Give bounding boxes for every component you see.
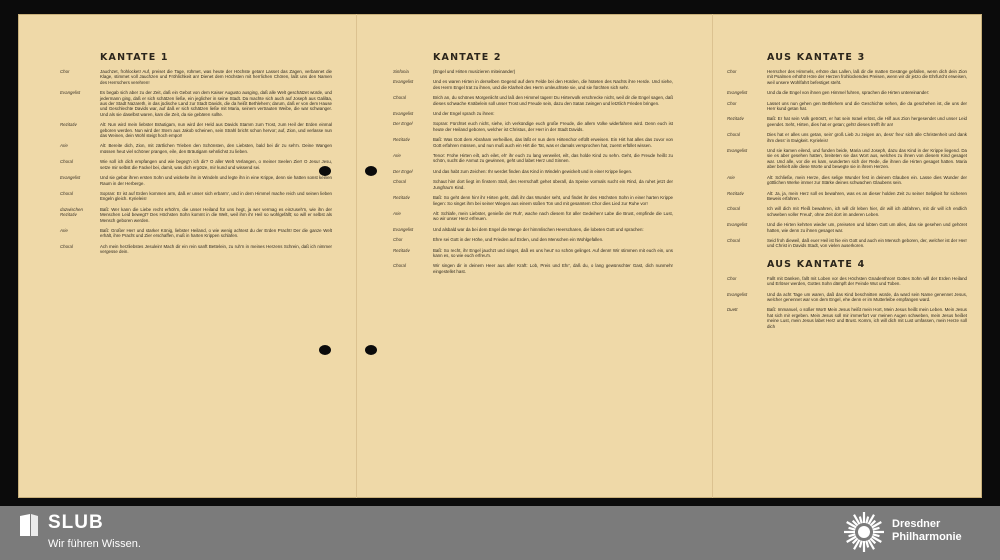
column-kantate-3-4 (727, 44, 967, 334)
verse-text: Brich an, du schönes Morgenlicht und laß den Himmel tagen! Du Hirtenvolk erschrecke nicht, weil dir die Engel sagen, daß dieses schwache Knäbelein soll unser Trost und Freude sein, dazu den Satan zwingen und letztlich Frieden bringen. (433, 95, 673, 106)
verse-text: Herrscher des Himmels, erhöre das Lallen, laß dir die matten Gesänge gefallen, wenn dich dein Zion mit Psalmen erhöht! Höre der Herzen frohlockendes Preisen, wenn wir dir jetzo die Ehrfurcht erweisen, weil unsere Wohlfahrt befestiget steht. (767, 69, 967, 85)
column-kantate-1 (60, 44, 332, 260)
footer-bar (0, 506, 1000, 560)
book-icon (18, 512, 40, 538)
verse-text: Tenor: Frohe Hirten eilt, ach eilet, eh' ihr euch zu lang verweilet, eilt, das holde Kind zu sehn. Geht, die Freude heißt zu schön, sucht die Anmut zu gewinnen, geht und labet Herz und Sinnen. (433, 153, 673, 164)
verse-row (727, 222, 967, 233)
verse-row (393, 263, 673, 274)
verse-text: Alt: Bereite dich, Zion, mit zärtlichen Trieben den Schönsten, den Liebsten, bald bei dir zu seh'n. Deine Wangen müssen heut viel schöner prangen, eile, den Bräutigam sehnlichst zu lieben. (100, 143, 332, 154)
voice-label: Evangelist (727, 148, 748, 154)
voice-label: dazwischen Rezitativ (60, 206, 83, 218)
voice-label: Duett (727, 307, 738, 313)
verse-row (60, 159, 332, 170)
verse-text: Fallt mit Danken, fallt mit Loben vor des Höchsten Gnadenthron! Gottes Sohn will der Erden Heiland und Erlöser werden, Gottes Sohn dämpft der Feinde Wut und Toben. (767, 275, 967, 287)
voice-label: Chor (727, 69, 737, 74)
voice-label: Evangelist (727, 291, 748, 297)
verse-row (393, 169, 673, 174)
verse-row (393, 111, 673, 116)
verse-row (727, 238, 967, 249)
voice-label: Choral (727, 132, 740, 138)
voice-label: Choral (727, 206, 740, 212)
fold-line (356, 14, 357, 498)
verse-text: Baß: Wer kann die Liebe recht erhöh'n, die unser Heiland für uns hegt, ja wer vermag es einzuseh'n, wie ihn der Menschen Leid bewegt? Des Höchsten Sohn kommt in die Welt, weil ihm ihr Heil so wohlgefällt; so will er selbst als Mensch geboren werden. (100, 206, 332, 223)
verse-text: Baß: Was Gott dem Abraham verheißen, das läßt er nun dem Hirtenchor erfüllt erweisen. Ein Hirt hat alles das zuvor von Gott erfahren müssen, und nun muß auch ein Hirt die Tat, was er damals versprochen hat, zuerst erfüllet wissen. (433, 137, 673, 148)
voice-label: Rezitativ (60, 122, 77, 128)
verse-text: Ach mein herzliebstes Jesulein! Mach dir ein rein sanft Bettelein, zu ruh'n in meines Herzens Schrein, daß ich nimmer vergesse dein. (100, 243, 332, 255)
verse-row (727, 276, 967, 287)
verse-text: Baß: So geht denn hin! ihr Hirten geht, daß ihr das Wunder seht, und findet ihr des Höchsten Sohn in einer harten Krippe liegen: So singet ihm bei seiner Wiegen aus einem süßen Ton und mit gesamtem Chor dies Lied zur Ruhe vor! (433, 195, 673, 206)
verse-text: Und sie kamen eilend, und funden beide, Maria und Joseph, dazu das Kind in der Krippe liegend. Da sie es aber gesehen hatten, breiteten sie das Wort aus, welches zu ihnen von diesem Kind gesaget war. Und alle, vor die es kam, wunderten sich der Rede, die ihnen die Hirten gesaget hatten. Maria aber behielt alle diese Worte und bewegte sie in ihrem Herzen. (767, 148, 967, 170)
verse-row (727, 148, 967, 170)
program-sheet (18, 14, 982, 498)
verse-text: Und der Engel sprach zu ihnen: (433, 111, 495, 117)
verse-row (393, 137, 673, 148)
verse-row (60, 207, 332, 223)
voice-label: Rezitativ (727, 190, 744, 196)
voice-label: Choral (393, 263, 406, 269)
verse-row (393, 79, 673, 90)
verse-row (727, 90, 967, 95)
voice-label: Evangelist (727, 90, 748, 96)
verse-row (60, 90, 332, 117)
voice-label: Der Engel (393, 121, 413, 127)
voice-label: Rezitativ (727, 116, 744, 122)
verse-row (393, 121, 673, 132)
voice-label: Evangelist (60, 90, 81, 96)
verse-row (393, 248, 673, 259)
verse-row (60, 175, 332, 186)
voice-label: Evangelist (393, 79, 414, 85)
verse-text: Schaut hin! dort liegt im finstern Stall, des Herrschaft gehet überall, da Speise vormals sucht ein Rind, da ruhet jetzt der Jungfrau'n Kind. (433, 179, 673, 190)
fold-line (712, 14, 713, 498)
verse-row (393, 211, 673, 222)
verse-text: Baß: Immanuel, o süßer Wort! Mein Jesus heißt mein Hort, Mein Jesus heißt mein Leben. Mein Jesus hat sich mir ergeben. Mein Jesus soll mir immerfort vor meinen Augen schweben, mein Jesus heißet meine Lust, mein Jesus labet Herz und Brust. Komm, ich will dich mit Lust umfassen, mein Herze soll dich (767, 307, 967, 329)
verse-row (393, 227, 673, 232)
verse-text: Lasset uns nun gehen gen Bethlehem und die Geschichte sehen, die da geschehen ist, die uns der Herr kund getan hat. (767, 100, 967, 112)
verse-row (393, 95, 673, 106)
verse-text: Es begab sich aber zu der Zeit, daß ein Gebot von dem Kaiser Augusto ausging, daß alle Welt geschätzet würde, und jedermann ging, daß er sich schätzen ließe, ein jeglicher in seine Stadt. Da machte sich auch auf Joseph aus Galiläa, aus der Stadt Nazareth, in das jüdische Land zur Stadt Davids, die da heißt Bethlehem; darum, daß er von dem Hause und Geschlechte Davids war, auf daß er sich schätzen ließe mit Maria, seinem vertrauten Weibe, die war schwanger. Und als sie daselbst waren, kam die Zeit, da sie gebären sollte. (100, 90, 332, 117)
verse-row (393, 69, 673, 74)
section-title-kantate-1: KANTATE 1 (100, 52, 169, 63)
verse-text: Wie soll ich dich empfangen und wie begeg'n ich dir? O aller Welt Verlangen, o meiner Seelen Zier! O Jesu! Jesu, setze mir selbst die Fackel bei, damit, was dich ergötze, mir kund und wissend sei. (100, 159, 332, 170)
verse-text: Baß: Er hat sein Volk getröst't, er hat sein Israel erlöst, die Hilf aus Zion hergesendet und unser Leid geendet. Seht, Hirten, dies hat er getan; geht! dieses trefft ihr an! (767, 116, 967, 127)
voice-label: Evangelist (727, 222, 748, 228)
voice-label: Der Engel (393, 168, 413, 174)
verse-text: Baß: So recht, ihr Engel jauchzt und singet, daß es uns heut' so schön gelinget. Auf denn! Wir stimmen mit euch ein, uns kann es, so wie euch erfreu'n. (433, 247, 673, 258)
verse-text: Alt: Nun wird mein liebster Bräutigam, nun wird der Held aus Davids Stamm zum Trost, zum Heil der Erden einmal geboren werden. Nun wird der Stern aus Jakob scheinen, sein Strahl bricht schon hervor; auf, Zion, und verlasse nun das Weinen, dein Wohl steigt hoch empor! (100, 122, 332, 139)
verse-text: Baß: Großer Herr und starker König, liebster Heiland, o wie wenig achtest du der Erden Pracht! Der die ganze Welt erhält, ihre Pracht und Zier erschaffen, muß in harten Krippen schlafen. (100, 227, 332, 239)
verse-text: Und es waren Hirten in derselben Gegend auf dem Felde bei den Hürden, die hüteten des Nachts ihre Herde. Und siehe, des Herrn Engel trat zu ihnen, und die Klarheit des Herrn umleuchtete sie, und sie fürchten sich sehr. (433, 79, 673, 90)
verse-text: Und die Hirten kehrten wieder um, preiseten und lobten Gott um alles, das sie gesehen und gehöret hatten, wie denn zu ihnen gesaget war. (767, 222, 967, 233)
verse-row (727, 175, 967, 186)
verse-row (60, 69, 332, 85)
verse-text: Ich will dich mit Fleiß bewahren, ich will dir leben hier, dir will ich abfahren, mit dir will ich endlich schweben voller Freud', ohne Zeit dort im anderen Leben. (767, 206, 967, 217)
verse-text: Ehre sei Gott in der Höhe, und Frieden auf Erden, und den Menschen ein Wohlgefallen. (433, 237, 604, 243)
verse-text: Alt: Schließe, mein Herze, dies selige Wunder fest in deinem Glauben ein. Lasse dies Wunder der göttlichen Werke immer zur Stärke deines schwachen Glaubens sein. (767, 174, 967, 186)
verse-row (60, 122, 332, 138)
voice-label: Sinfonia (393, 69, 409, 74)
voice-label: Chor (393, 237, 403, 243)
voice-label: Choral (727, 237, 740, 243)
voice-label: Choral (393, 95, 406, 101)
verse-row (60, 228, 332, 239)
verse-row (727, 116, 967, 127)
voice-label: Rezitativ (393, 195, 410, 201)
verse-row (393, 179, 673, 190)
voice-label: Arie (60, 143, 68, 149)
voice-label: Choral (393, 179, 406, 185)
philharmonie-name[interactable]: Dresdner Philharmonie (892, 518, 962, 543)
voice-label: Evangelist (393, 111, 414, 117)
voice-label: Arie (393, 153, 401, 159)
voice-label: Arie (60, 227, 68, 233)
voice-label: Arie (727, 174, 735, 180)
verse-row (727, 307, 967, 329)
verse-text: Wir singen dir in deinem Heer aus aller Kraft: Lob, Preis und Ehr', daß du, o lang gewünschter Gast, dich nunmehr eingestellet hast. (433, 263, 673, 274)
verse-row (727, 191, 967, 202)
punch-hole (319, 345, 331, 355)
voice-label: Arie (393, 210, 401, 216)
verse-row (393, 237, 673, 242)
verse-text: Und das habt zum Zeichen: Ihr werdet finden das Kind in Windeln gewickelt und in einer Krippe liegen. (433, 168, 633, 174)
verse-row (727, 132, 967, 143)
verse-row (727, 69, 967, 85)
voice-label: Choral (60, 243, 73, 249)
verse-row (60, 191, 332, 202)
verse-text: Seid froh dieweil, daß euer Heil ist hie ein Gott und auch ein Mensch geboren, der, welcher ist der Herr und Christ in Davids Stadt, von vielen auserkoren. (767, 237, 967, 249)
philharmonie-logo-icon (842, 510, 886, 554)
voice-label: Chor (727, 275, 737, 281)
verse-text: Und da die Engel von ihnen gen Himmel fuhren, sprachen die Hirten untereinander: (767, 90, 930, 96)
verse-row (393, 153, 673, 164)
voice-label: Evangelist (60, 175, 81, 181)
verse-row (393, 195, 673, 206)
voice-label: Chor (727, 100, 737, 106)
voice-label: Evangelist (393, 226, 414, 232)
voice-label: Rezitativ (393, 137, 410, 143)
voice-label: Chor (60, 69, 70, 74)
voice-label: Choral (60, 190, 73, 196)
verse-text: Und alsbald war da bei dem Engel die Menge der himmlischen Heerscharen, die lobeten Gott und sprachen: (433, 226, 644, 232)
verse-text: Dies hat er alles uns getan, sein' groß Lieb zu zeigen an, dess' freu' sich alle Christenheit und dank ihm dess' in Ewigkeit. Kyrieleis! (767, 132, 967, 143)
section-title-kantate-2: KANTATE 2 (433, 52, 502, 63)
slub-logo-text[interactable]: SLUB (48, 512, 104, 533)
verse-text: Sopran: Fürchtet euch nicht, siehe, ich verkündige euch große Freude, die allem Volke widerfahren wird. Denn euch ist heute der Heiland geboren, welcher ist Christus, der Herr in der Stadt Davids. (433, 121, 673, 132)
voice-label: Choral (60, 159, 73, 165)
slub-tagline: Wir führen Wissen. (48, 538, 141, 550)
punch-hole (365, 166, 377, 176)
verse-text: Sopran: Er ist auf Erden kommen arm, daß er unser sich erbarm', und in dem Himmel mache reich und seinen lieben Engeln gleich. Kyrieleis! (100, 190, 332, 202)
verse-row (60, 244, 332, 255)
section-title-kantate-4: AUS KANTATE 4 (767, 258, 866, 270)
verse-row (727, 292, 967, 303)
verse-text: Jauchzet, frohlocket! Auf, preiset die Tage, rühmet, was heute der Höchste getan! Lasset das Zagen, verbannet die Klage, stimmet voll Jauchzen und Fröhlichkeit an! Dienet dem Höchsten mit herrlichen Chören, laßt uns den Namen des Herrschers verehren! (100, 69, 332, 85)
section-title-kantate-3: AUS KANTATE 3 (767, 52, 866, 63)
verse-row (60, 143, 332, 154)
verse-text: Und da acht Tage um waren, daß das Kind beschnitten würde, da ward sein Name genennet Jesus, welcher genennet war von dem Engel, ehe denn er im Mutterleibe empfangen ward. (767, 291, 967, 302)
verse-text: Alt: Schlafe, mein Liebster, genieße der Ruh', wache nach diesem für aller Gedeihen! Labe die Brust, empfinde die Lust, wo wir unser Herz erfreuen. (433, 210, 673, 222)
verse-row (727, 101, 967, 112)
column-kantate-2 (393, 44, 673, 279)
verse-text: Und sie gebar ihren ersten Sohn und wickelte ihn in Windeln und legte ihn in eine Krippe, denn sie hatten sonst keinen Raum in der Herberge. (100, 175, 332, 186)
verse-text: Alt: Ja, ja, mein Herz soll es bewahren, was es an dieser holden Zeit zu seiner Seligkeit für sicheren Beweis erfahren. (767, 190, 967, 201)
punch-hole (365, 345, 377, 355)
voice-label: Rezitativ (393, 247, 410, 253)
verse-row (727, 206, 967, 217)
verse-text: (Engel und Hirten musizieren miteinander) (433, 69, 516, 74)
